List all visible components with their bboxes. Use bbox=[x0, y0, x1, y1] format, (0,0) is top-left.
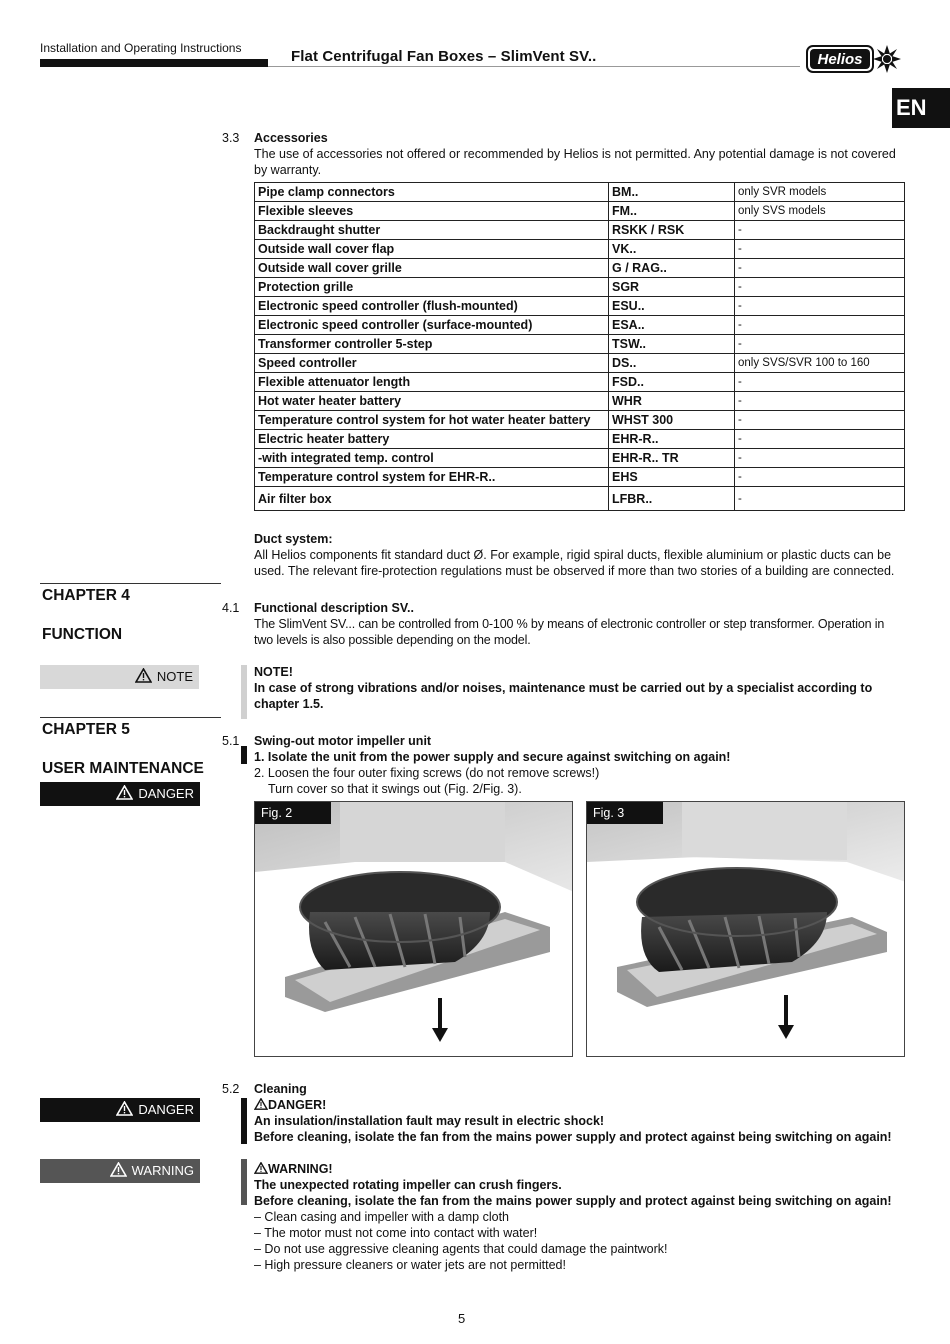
accessory-name: Electronic speed controller (flush-mounted) bbox=[255, 297, 609, 316]
accessory-code: SGR bbox=[609, 278, 735, 297]
accessory-code: EHR-R.. bbox=[609, 430, 735, 449]
danger-line-1: An insulation/installation fault may result in electric shock! bbox=[254, 1114, 605, 1128]
table-row bbox=[255, 183, 905, 202]
warning-triangle-icon bbox=[110, 1161, 127, 1185]
accessory-name: Air filter box bbox=[255, 487, 609, 511]
table-row bbox=[255, 411, 905, 430]
table-row bbox=[255, 240, 905, 259]
accessory-code: ESU.. bbox=[609, 297, 735, 316]
note-text: In case of strong vibrations and/or noises, maintenance must be carried out by a specialist according to chapter 1.5. bbox=[254, 681, 873, 711]
warning-line-2: Before cleaning, isolate the fan from the mains power supply and protect against being switching on again! bbox=[254, 1194, 892, 1208]
accessory-code: EHR-R.. TR bbox=[609, 449, 735, 468]
accessory-code: G / RAG.. bbox=[609, 259, 735, 278]
figure-2 bbox=[254, 801, 573, 1057]
danger-title-text: DANGER! bbox=[268, 1098, 327, 1112]
table-row bbox=[255, 297, 905, 316]
language-tab: EN bbox=[892, 88, 950, 128]
accessory-name: Pipe clamp connectors bbox=[255, 183, 609, 202]
accessory-name: Transformer controller 5-step bbox=[255, 335, 609, 354]
accessory-note: - bbox=[735, 259, 905, 278]
accessory-note: only SVS models bbox=[735, 202, 905, 221]
table-row bbox=[255, 259, 905, 278]
accessory-code: WHR bbox=[609, 392, 735, 411]
fan-impeller-illustration bbox=[255, 802, 573, 1057]
chapter-divider bbox=[40, 717, 221, 718]
accessory-name: Flexible sleeves bbox=[255, 202, 609, 221]
table-row bbox=[255, 278, 905, 297]
note-title: NOTE! bbox=[254, 665, 293, 679]
table-row bbox=[255, 202, 905, 221]
accessory-name: Outside wall cover flap bbox=[255, 240, 609, 259]
accessory-name: Temperature control system for EHR-R.. bbox=[255, 468, 609, 487]
accessories-intro: The use of accessories not offered or recommended by Helios is not permitted. Any potential damage is not covered by warranty. bbox=[254, 147, 896, 177]
accessory-note: only SVS/SVR 100 to 160 bbox=[735, 354, 905, 373]
danger-tag-label: DANGER bbox=[138, 786, 194, 801]
warning-line-1: The unexpected rotating impeller can crush fingers. bbox=[254, 1178, 562, 1192]
note-bar bbox=[241, 665, 247, 719]
accessory-name: Electronic speed controller (surface-mounted) bbox=[255, 316, 609, 335]
warning-title-text: WARNING! bbox=[268, 1162, 333, 1176]
table-row bbox=[255, 430, 905, 449]
accessory-note: - bbox=[735, 487, 905, 511]
document-title: Flat Centrifugal Fan Boxes – SlimVent SV.. bbox=[291, 48, 597, 65]
accessory-code: LFBR.. bbox=[609, 487, 735, 511]
section-number: 5.1 bbox=[222, 734, 240, 748]
danger-bar bbox=[241, 746, 247, 764]
accessory-name: Protection grille bbox=[255, 278, 609, 297]
table-row bbox=[255, 354, 905, 373]
danger-tag bbox=[40, 782, 200, 806]
cleaning-bullet: – Clean casing and impeller with a damp cloth bbox=[254, 1210, 509, 1224]
accessory-name: Outside wall cover grille bbox=[255, 259, 609, 278]
function-text: The SlimVent SV... can be controlled from 0-100 % by means of electronic controller or step transformer. Operation in two levels is also possible depending on the model. bbox=[254, 617, 885, 647]
step-2-detail: Turn cover so that it swings out (Fig. 2/Fig. 3). bbox=[268, 782, 522, 796]
accessory-note: - bbox=[735, 335, 905, 354]
accessory-code: EHS bbox=[609, 468, 735, 487]
accessory-code: FM.. bbox=[609, 202, 735, 221]
table-row bbox=[255, 392, 905, 411]
section-heading: Accessories bbox=[254, 131, 328, 145]
chapter-divider bbox=[40, 583, 221, 584]
duct-text: All Helios components fit standard duct Ø. For example, rigid spiral ducts, flexible aluminium or plastic ducts can be used. The relevant fire-protection regulations must be observed if more than two stories of a building are connected. bbox=[254, 548, 895, 578]
note-tag bbox=[40, 665, 199, 689]
section-heading: Cleaning bbox=[254, 1082, 307, 1096]
accessory-note: - bbox=[735, 430, 905, 449]
figure-label: Fig. 2 bbox=[255, 802, 331, 824]
accessory-name: Backdraught shutter bbox=[255, 221, 609, 240]
step-2: 2. Loosen the four outer fixing screws (do not remove screws!) bbox=[254, 766, 600, 780]
cleaning-bullet: – Do not use aggressive cleaning agents that could damage the paintwork! bbox=[254, 1242, 668, 1256]
danger-tag bbox=[40, 1098, 200, 1122]
helios-logo bbox=[806, 43, 902, 75]
header-bar bbox=[40, 59, 268, 67]
table-row bbox=[255, 449, 905, 468]
warning-triangle-icon bbox=[254, 1162, 268, 1176]
warning-triangle-icon bbox=[254, 1098, 268, 1112]
accessory-name: Speed controller bbox=[255, 354, 609, 373]
accessory-note: - bbox=[735, 297, 905, 316]
accessory-note: - bbox=[735, 468, 905, 487]
table-row bbox=[255, 487, 905, 511]
table-row bbox=[255, 468, 905, 487]
chapter-label: CHAPTER 5 bbox=[42, 721, 130, 738]
warning-triangle-icon bbox=[116, 1100, 133, 1124]
danger-bar bbox=[241, 1098, 247, 1144]
figure-3 bbox=[586, 801, 905, 1057]
accessory-name: Hot water heater battery bbox=[255, 392, 609, 411]
warning-triangle-icon bbox=[135, 667, 152, 691]
warning-title bbox=[254, 1161, 906, 1177]
warning-bar bbox=[241, 1159, 247, 1205]
accessory-note: - bbox=[735, 392, 905, 411]
accessory-code: FSD.. bbox=[609, 373, 735, 392]
section-number: 4.1 bbox=[222, 601, 240, 615]
page-number: 5 bbox=[458, 1311, 466, 1326]
danger-tag-label: DANGER bbox=[138, 1102, 194, 1117]
header-rule bbox=[268, 66, 800, 67]
accessory-code: TSW.. bbox=[609, 335, 735, 354]
accessory-code: DS.. bbox=[609, 354, 735, 373]
duct-heading: Duct system: bbox=[254, 532, 333, 546]
accessory-note: - bbox=[735, 221, 905, 240]
accessory-name: -with integrated temp. control bbox=[255, 449, 609, 468]
cleaning-bullet: – The motor must not come into contact with water! bbox=[254, 1226, 538, 1240]
fan-impeller-illustration bbox=[587, 802, 905, 1057]
danger-title bbox=[254, 1097, 906, 1113]
warning-tag bbox=[40, 1159, 200, 1183]
table-row bbox=[255, 316, 905, 335]
section-number: 3.3 bbox=[222, 131, 240, 145]
document-type: Installation and Operating Instructions bbox=[40, 41, 242, 55]
chapter-label: CHAPTER 4 bbox=[42, 587, 130, 604]
accessory-code: BM.. bbox=[609, 183, 735, 202]
accessory-note: - bbox=[735, 411, 905, 430]
section-number: 5.2 bbox=[222, 1082, 240, 1096]
danger-line-2: Before cleaning, isolate the fan from the mains power supply and protect against being switching on again! bbox=[254, 1130, 892, 1144]
accessory-code: VK.. bbox=[609, 240, 735, 259]
warning-triangle-icon bbox=[116, 784, 133, 808]
figure-label: Fig. 3 bbox=[587, 802, 663, 824]
section-heading: Functional description SV.. bbox=[254, 601, 414, 615]
accessory-note: - bbox=[735, 316, 905, 335]
warning-tag-label: WARNING bbox=[131, 1163, 194, 1178]
section-heading: Swing-out motor impeller unit bbox=[254, 734, 432, 748]
table-row bbox=[255, 221, 905, 240]
accessory-note: - bbox=[735, 278, 905, 297]
accessory-code: ESA.. bbox=[609, 316, 735, 335]
note-tag-label: NOTE bbox=[156, 669, 193, 684]
logo-text: Helios bbox=[817, 51, 863, 68]
accessories-table bbox=[254, 182, 905, 511]
accessory-name: Flexible attenuator length bbox=[255, 373, 609, 392]
accessory-name: Temperature control system for hot water heater battery bbox=[255, 411, 609, 430]
accessory-name: Electric heater battery bbox=[255, 430, 609, 449]
accessory-code: WHST 300 bbox=[609, 411, 735, 430]
cleaning-bullet: – High pressure cleaners or water jets are not permitted! bbox=[254, 1258, 566, 1272]
table-row bbox=[255, 335, 905, 354]
table-row bbox=[255, 373, 905, 392]
chapter-title: USER MAINTENANCE bbox=[42, 760, 204, 777]
accessory-note: - bbox=[735, 449, 905, 468]
accessory-note: only SVR models bbox=[735, 183, 905, 202]
chapter-title: FUNCTION bbox=[42, 626, 123, 643]
step-1: 1. Isolate the unit from the power supply and secure against switching on again! bbox=[254, 750, 731, 764]
accessory-code: RSKK / RSK bbox=[609, 221, 735, 240]
accessory-note: - bbox=[735, 240, 905, 259]
accessory-note: - bbox=[735, 373, 905, 392]
